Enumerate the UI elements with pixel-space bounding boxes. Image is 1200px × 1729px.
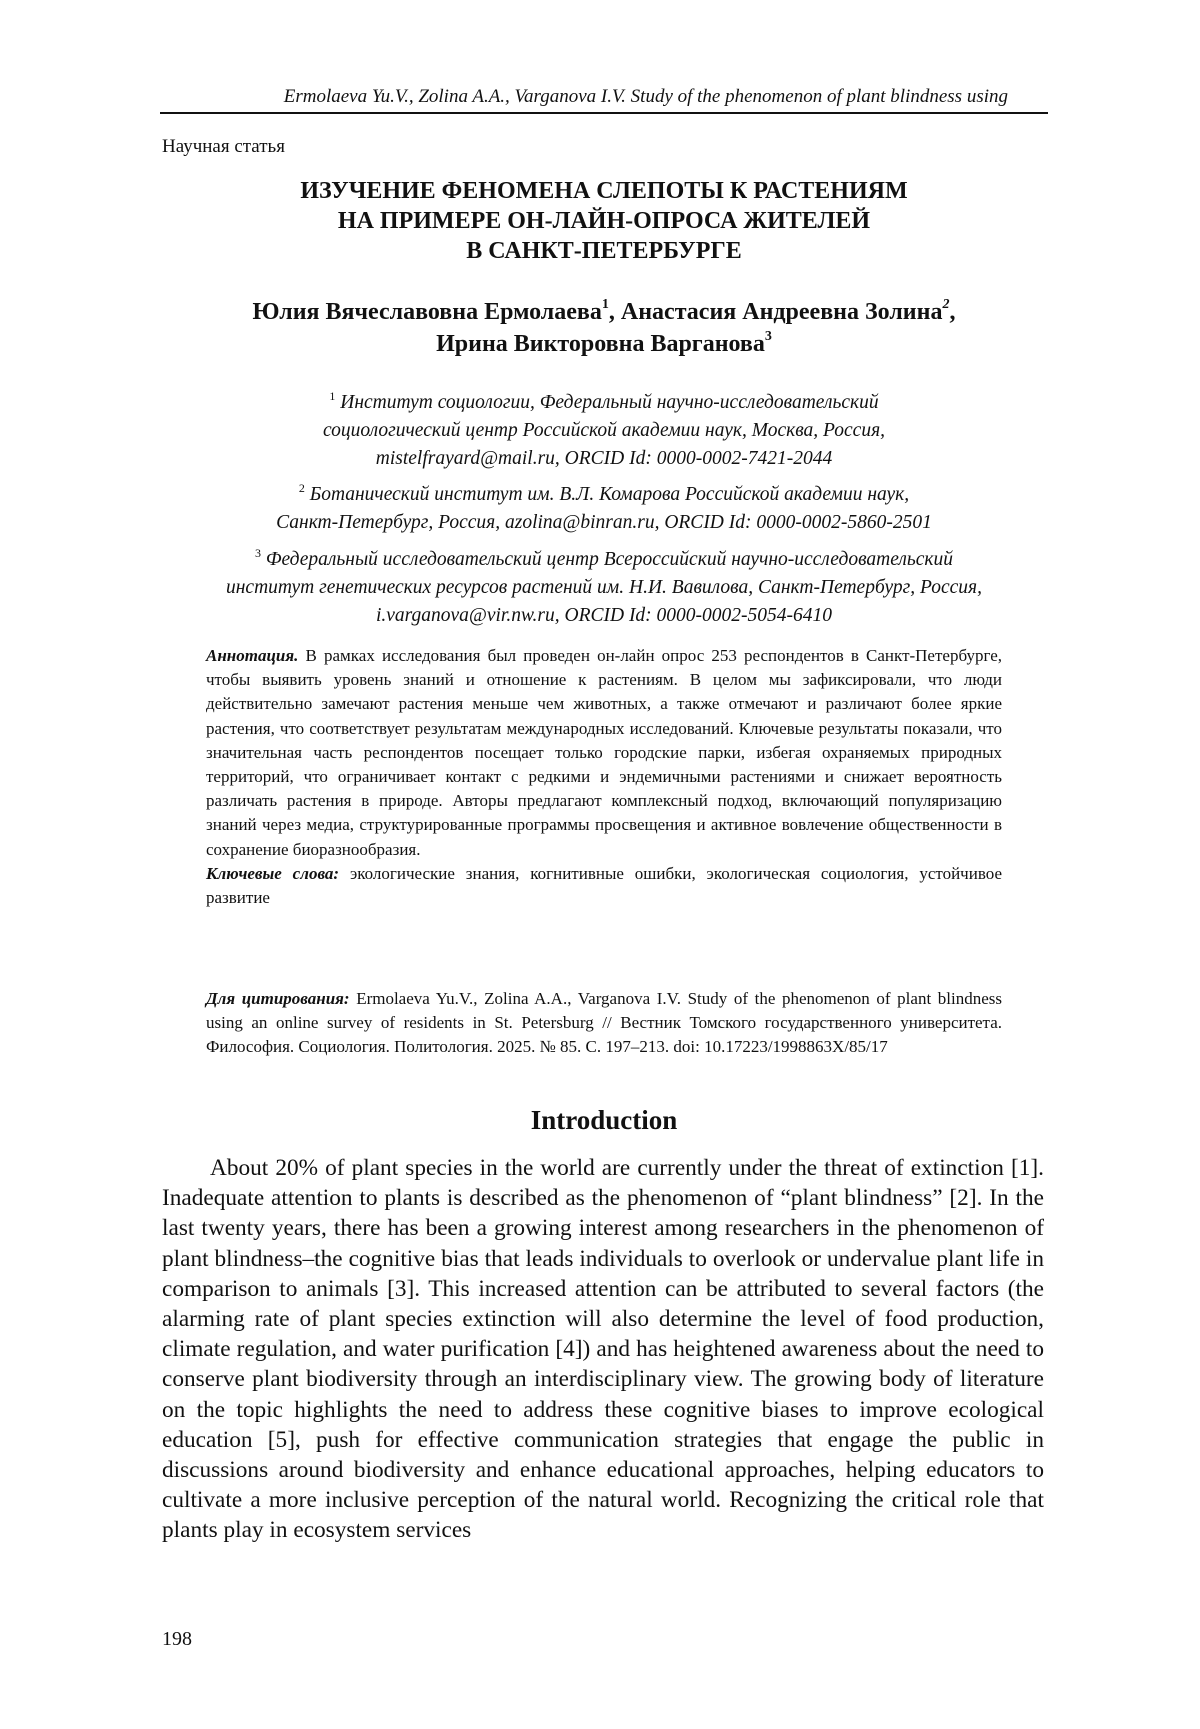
header-rule — [160, 112, 1048, 114]
paragraph: About 20% of plant species in the world are currently under the threat of extinction [1]. Inadequate attention to plants is described as the phenomenon of “plant blindness” [2]. In the last twenty years, there has been a growing interest among researchers in the phenomenon of plant blindness–the cognitive bias that leads individuals to overlook or undervalue plant life in comparison to animals [3]. This increased attention can be attributed to several factors (the alarming rate of plant species extinction will also determine the level of food production, climate regulation, and water purification [4]) and has heightened awareness about the need to conserve plant biodiversity through an interdisciplinary view. The growing body of literature on the topic highlights the need to address these cognitive biases to improve ecological education [5], push for effective communication strategies that engage the public in discussions around biodiversity and enhance educational approaches, helping educators to cultivate a more inclusive perception of the natural world. Recognizing the critical role that plants play in ecosystem services — [162, 1155, 1044, 1544]
affiliation-line: i.varganova@vir.nw.ru, ORCID Id: 0000-0002-5054-6410 — [375, 605, 833, 626]
section-heading: Introduction — [530, 1105, 678, 1135]
citation-text: Ermolaeva Yu.V., Zolina A.A., Varganova I.V. Study of the phenomenon of plant blindness using an online survey of residents in St. Petersburg // Вестник Томского государственного университета. Философия. Социология. Политология. 2025. № 85. С. 197–213. doi: 10.17223/1998863X/85/17 — [206, 989, 1002, 1057]
affiliation-line: Санкт-Петербург, Россия, azolina@binran.ru, ORCID Id: 0000-0002-5860-2501 — [276, 512, 932, 533]
abstract — [206, 644, 1002, 910]
affiliation-line: Ботанический институт им. В.Л. Комарова Российской академии наук, — [309, 484, 910, 505]
affiliation-line: институт генетических ресурсов растений им. Н.И. Вавилова, Санкт-Петербург, Россия, — [226, 577, 982, 598]
author-mark: 2 — [942, 297, 950, 312]
keywords-text: экологические знания, когнитивные ошибки, экологическая социология, устойчивое развитие — [206, 863, 1002, 908]
affiliation-line: Институт социологии, Федеральный научно-исследовательский — [340, 392, 879, 413]
affiliation-line: Федеральный исследовательский центр Всероссийский научно-исследовательский — [265, 549, 954, 570]
page-number: 198 — [162, 1628, 192, 1650]
affiliation-2 — [160, 481, 1048, 537]
title-line: ИЗУЧЕНИЕ ФЕНОМЕНА СЛЕПОТЫ К РАСТЕНИЯМ — [300, 178, 908, 204]
author-name: Юлия Вячеславовна Ермолаева — [252, 299, 602, 325]
keywords-label: Ключевые слова: — [206, 863, 340, 883]
article-title — [160, 176, 1048, 266]
affiliation-line: mistelfrayard@mail.ru, ORCID Id: 0000-0002-7421-2044 — [375, 448, 833, 469]
author-name: Ирина Викторовна Варганова — [436, 331, 765, 357]
citation-label: Для цитирования: — [206, 989, 350, 1008]
affiliation-1 — [160, 389, 1048, 473]
abstract-label: Аннотация. — [206, 646, 299, 665]
affiliation-3 — [160, 546, 1048, 630]
citation — [206, 987, 1002, 1060]
title-line: НА ПРИМЕРЕ ОН-ЛАЙН-ОПРОСА ЖИТЕЛЕЙ — [337, 208, 871, 234]
affiliation-mark: 3 — [254, 546, 261, 560]
body-text — [162, 1153, 1044, 1546]
affiliation-mark: 2 — [298, 481, 305, 495]
author-list: Юлия Вячеславовна Ермолаева$^1$, Анастасия Андреевна Золина$^2$, Ирина Викторовна Варганова$^3$ — [252, 297, 956, 357]
author-name: Анастасия Андреевна Золина — [620, 299, 943, 325]
abstract-text: В рамках исследования был проведен он-лайн опрос 253 респондентов в Санкт-Петербурге, чтобы выявить уровень знаний и отношение к растениям. В целом мы зафиксировали, что люди действительно замечают растения меньше чем животных, а также отмечают и различают более яркие растения, что соответствует результатам международных исследований. Ключевые результаты показали, что значительная часть респондентов посещает только городские парки, избегая охраняемых природных территорий, что ограничивает контакт с редкими и эндемичными растениями и снижает вероятность различать растения в природе. Авторы предлагают комплексный подход, включающий популяризацию знаний через медиа, структурированные программы просвещения и активное вовлечение общественности в сохранение биоразнообразия. — [206, 646, 1002, 859]
article-type: Научная статья — [162, 136, 285, 157]
affiliation-mark: 1 — [329, 389, 336, 403]
author-mark: 1 — [601, 297, 609, 312]
author-mark: 3 — [764, 329, 772, 344]
affiliation-line: социологический центр Российской академии наук, Москва, Россия, — [322, 420, 886, 441]
running-header: Ermolaeva Yu.V., Zolina A.A., Varganova I.V. Study of the phenomenon of plant blindness using — [283, 86, 1008, 107]
title-line: В САНКТ-ПЕТЕРБУРГЕ — [466, 238, 742, 264]
